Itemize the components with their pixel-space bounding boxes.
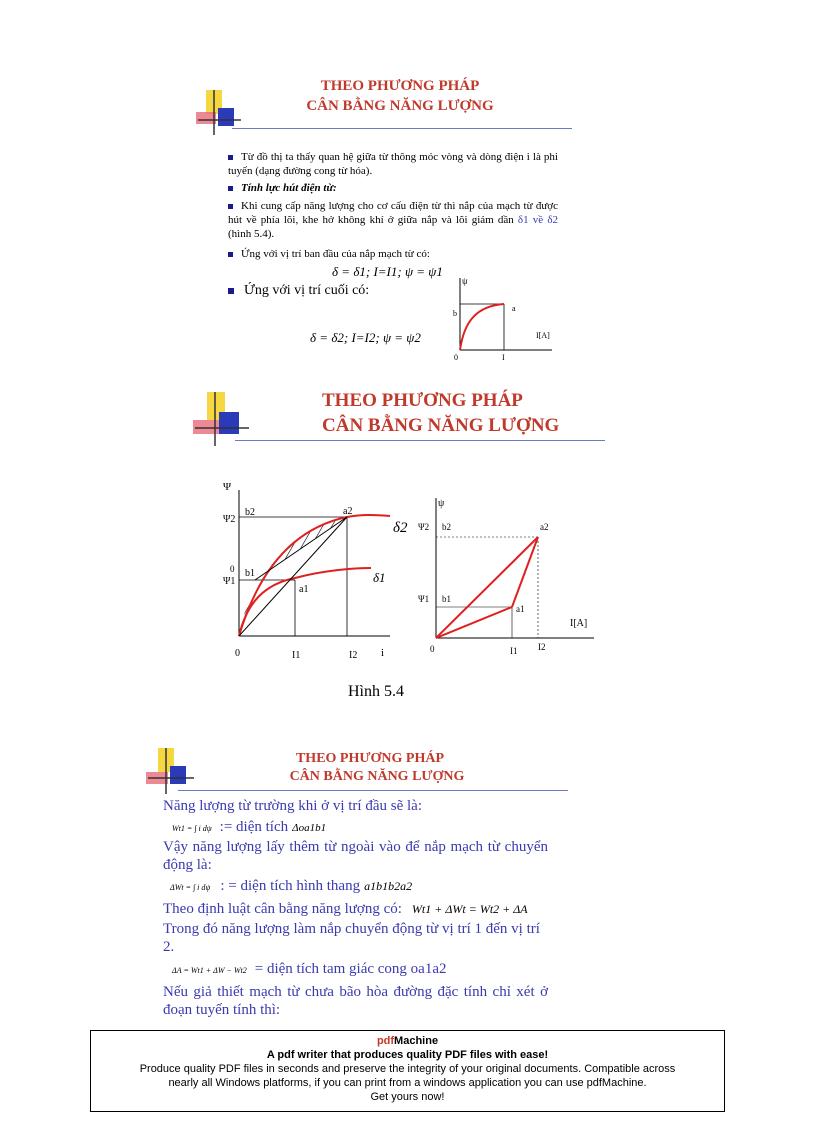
slide3-line4: Trong đó năng lượng làm nắp chuyển động từ vị trí 1 đến vị trí 2. — [163, 921, 540, 955]
right-a2: a2 — [540, 522, 549, 532]
eq4-formula: ΔA = Wt1 + ΔW − Wt2 — [172, 966, 247, 975]
left-y-label: Ψ — [223, 481, 232, 493]
bullet-text: Khi cung cấp năng lượng cho cơ cấu điện từ thì nắp của mạch từ được hút về phía lõi, khe hở không khí ở giữa nắp và lõi giảm dần — [228, 200, 558, 226]
left-x-label: i — [381, 647, 385, 659]
left-delta2: δ2 — [393, 520, 408, 536]
left-I2: I2 — [349, 650, 358, 661]
slide2-title — [300, 388, 600, 438]
mini-point-a: a — [512, 304, 516, 313]
left-psi2: Ψ2 — [223, 514, 236, 525]
left-psi1: Ψ1 — [223, 576, 236, 587]
slide1-bullet-2 — [228, 181, 558, 195]
slide1-title — [260, 77, 540, 116]
mini-curve — [460, 304, 504, 350]
footer-tagline: A pdf writer that produces quality PDF files with ease! — [266, 1049, 549, 1061]
left-a1: a1 — [299, 584, 309, 595]
mini-origin: 0 — [454, 353, 458, 362]
mini-x-label: I[A] — [536, 331, 550, 340]
slide2-title-line1: THEO PHƯƠNG PHÁP — [322, 390, 523, 411]
chord-o-a2 — [239, 517, 347, 636]
eq4-text: = diện tích tam giác cong oa1a2 — [254, 961, 447, 977]
mini-y-label: ψ — [462, 276, 468, 286]
slide3-line3-row — [163, 900, 528, 918]
eq1-formula: Wt1 = ∫ i dψ — [172, 824, 212, 833]
left-b2: b2 — [245, 507, 255, 518]
left-delta1: δ1 — [373, 570, 386, 585]
right-b1: b1 — [442, 594, 451, 604]
right-b2: b2 — [442, 522, 451, 532]
slide3-eq1 — [172, 818, 326, 836]
right-psi2: Ψ2 — [418, 522, 430, 532]
slide3-line3: Theo định luật cân bằng năng lượng có: — [163, 901, 402, 917]
slide-logo-icon — [193, 392, 251, 446]
slide1-bullet-5 — [228, 283, 369, 299]
delta-range: δ1 về δ2 — [517, 214, 558, 226]
eq1-area: Δoa1b1 — [292, 822, 327, 834]
slide3-divider — [178, 790, 568, 791]
slide2-right-graph — [412, 494, 602, 662]
brand-machine: Machine — [394, 1035, 439, 1047]
right-I1: I1 — [510, 646, 518, 656]
slide3-line2: Vậy năng lượng lấy thêm từ ngoài vào để nắp mạch từ chuyển động là: — [163, 839, 548, 873]
bullet-text: (hình 5.4). — [228, 228, 275, 240]
footer-desc-2: nearly all Windows platforms, if you can print from a windows application you can use pdfMachine. — [168, 1077, 647, 1089]
slide1-title-line2: CÂN BẰNG NĂNG LƯỢNG — [306, 97, 494, 114]
right-psi1: Ψ1 — [418, 594, 430, 604]
right-y-label: ψ — [438, 498, 445, 509]
eq2-text: : = diện tích hình thang — [220, 878, 361, 894]
right-origin: 0 — [430, 644, 435, 654]
bullet-text: Ứng với vị trí ban đầu của nắp mạch từ có: — [241, 248, 430, 260]
eq1-text: := diện tích — [219, 819, 289, 835]
slide-logo-icon — [146, 748, 196, 794]
slide3-title-line2: CÂN BẰNG NĂNG LƯỢNG — [289, 769, 465, 784]
slide2-title-line2: CÂN BẰNG NĂNG LƯỢNG — [322, 415, 560, 436]
slide3-eq2 — [170, 877, 412, 895]
slide1-mini-graph — [448, 272, 558, 364]
slide3-line1: Năng lượng từ trường khi ở vị trí đầu sẽ là: — [163, 798, 422, 814]
right-x-label: I[A] — [570, 618, 588, 629]
slide1-bullet-1 — [228, 150, 558, 178]
right-line-o-a2 — [436, 537, 538, 638]
mini-x-tick: I — [502, 353, 505, 362]
right-a1: a1 — [516, 604, 525, 614]
slide3-title — [240, 750, 500, 786]
mini-point-b: b — [453, 309, 457, 318]
footer-desc-3: Get yours now! — [370, 1091, 445, 1103]
bullet-text: Từ đồ thị ta thấy quan hệ giữa từ thông móc vòng và dòng điện i là phi tuyến (dạng đường cong từ hóa). — [228, 151, 558, 177]
left-zero-small: 0 — [230, 564, 235, 574]
slide3-eq4 — [172, 960, 447, 978]
left-origin: 0 — [235, 648, 240, 659]
slide2-divider — [235, 440, 605, 441]
slide1-title-line1: THEO PHƯƠNG PHÁP — [320, 78, 480, 94]
slide1-eq2: δ = δ2; I=I2; ψ = ψ2 — [310, 330, 421, 345]
eq3: Wt1 + ΔWt = Wt2 + ΔA — [411, 902, 528, 916]
eq2-area: a1b1b2a2 — [364, 879, 413, 893]
bullet-text: Ứng với vị trí cuối có: — [244, 283, 370, 298]
slide1-divider — [232, 128, 572, 129]
slide1-eq1: δ = δ1; I=I1; ψ = ψ1 — [332, 264, 443, 279]
bullet-text: Tính lực hút điện từ: — [241, 182, 337, 194]
slide1-bullet-3 — [228, 199, 558, 241]
figure-caption: Hình 5.4 — [348, 683, 404, 700]
right-line-o-a1 — [436, 607, 512, 638]
brand-pdf: pdf — [376, 1035, 395, 1047]
left-a2: a2 — [343, 506, 353, 517]
slide1-bullet-4 — [228, 247, 558, 261]
left-I1: I1 — [292, 650, 301, 661]
right-I2: I2 — [538, 642, 546, 652]
pdfmachine-footer — [90, 1030, 725, 1112]
slide3-line5: Nếu giả thiết mạch từ chưa bão hòa đường đặc tính chỉ xét ở đoạn tuyến tính thì: — [163, 984, 548, 1018]
footer-desc-1: Produce quality PDF files in seconds and preserve the integrity of your original documents. Compatible across — [139, 1063, 676, 1075]
eq2-formula: ΔWt = ∫ i dψ — [170, 883, 211, 892]
slide2-left-graph — [215, 472, 410, 667]
left-b1: b1 — [245, 568, 255, 579]
right-line-a1-a2 — [512, 537, 538, 607]
slide3-title-line1: THEO PHƯƠNG PHÁP — [295, 751, 445, 766]
footer-brand — [91, 1034, 724, 1048]
